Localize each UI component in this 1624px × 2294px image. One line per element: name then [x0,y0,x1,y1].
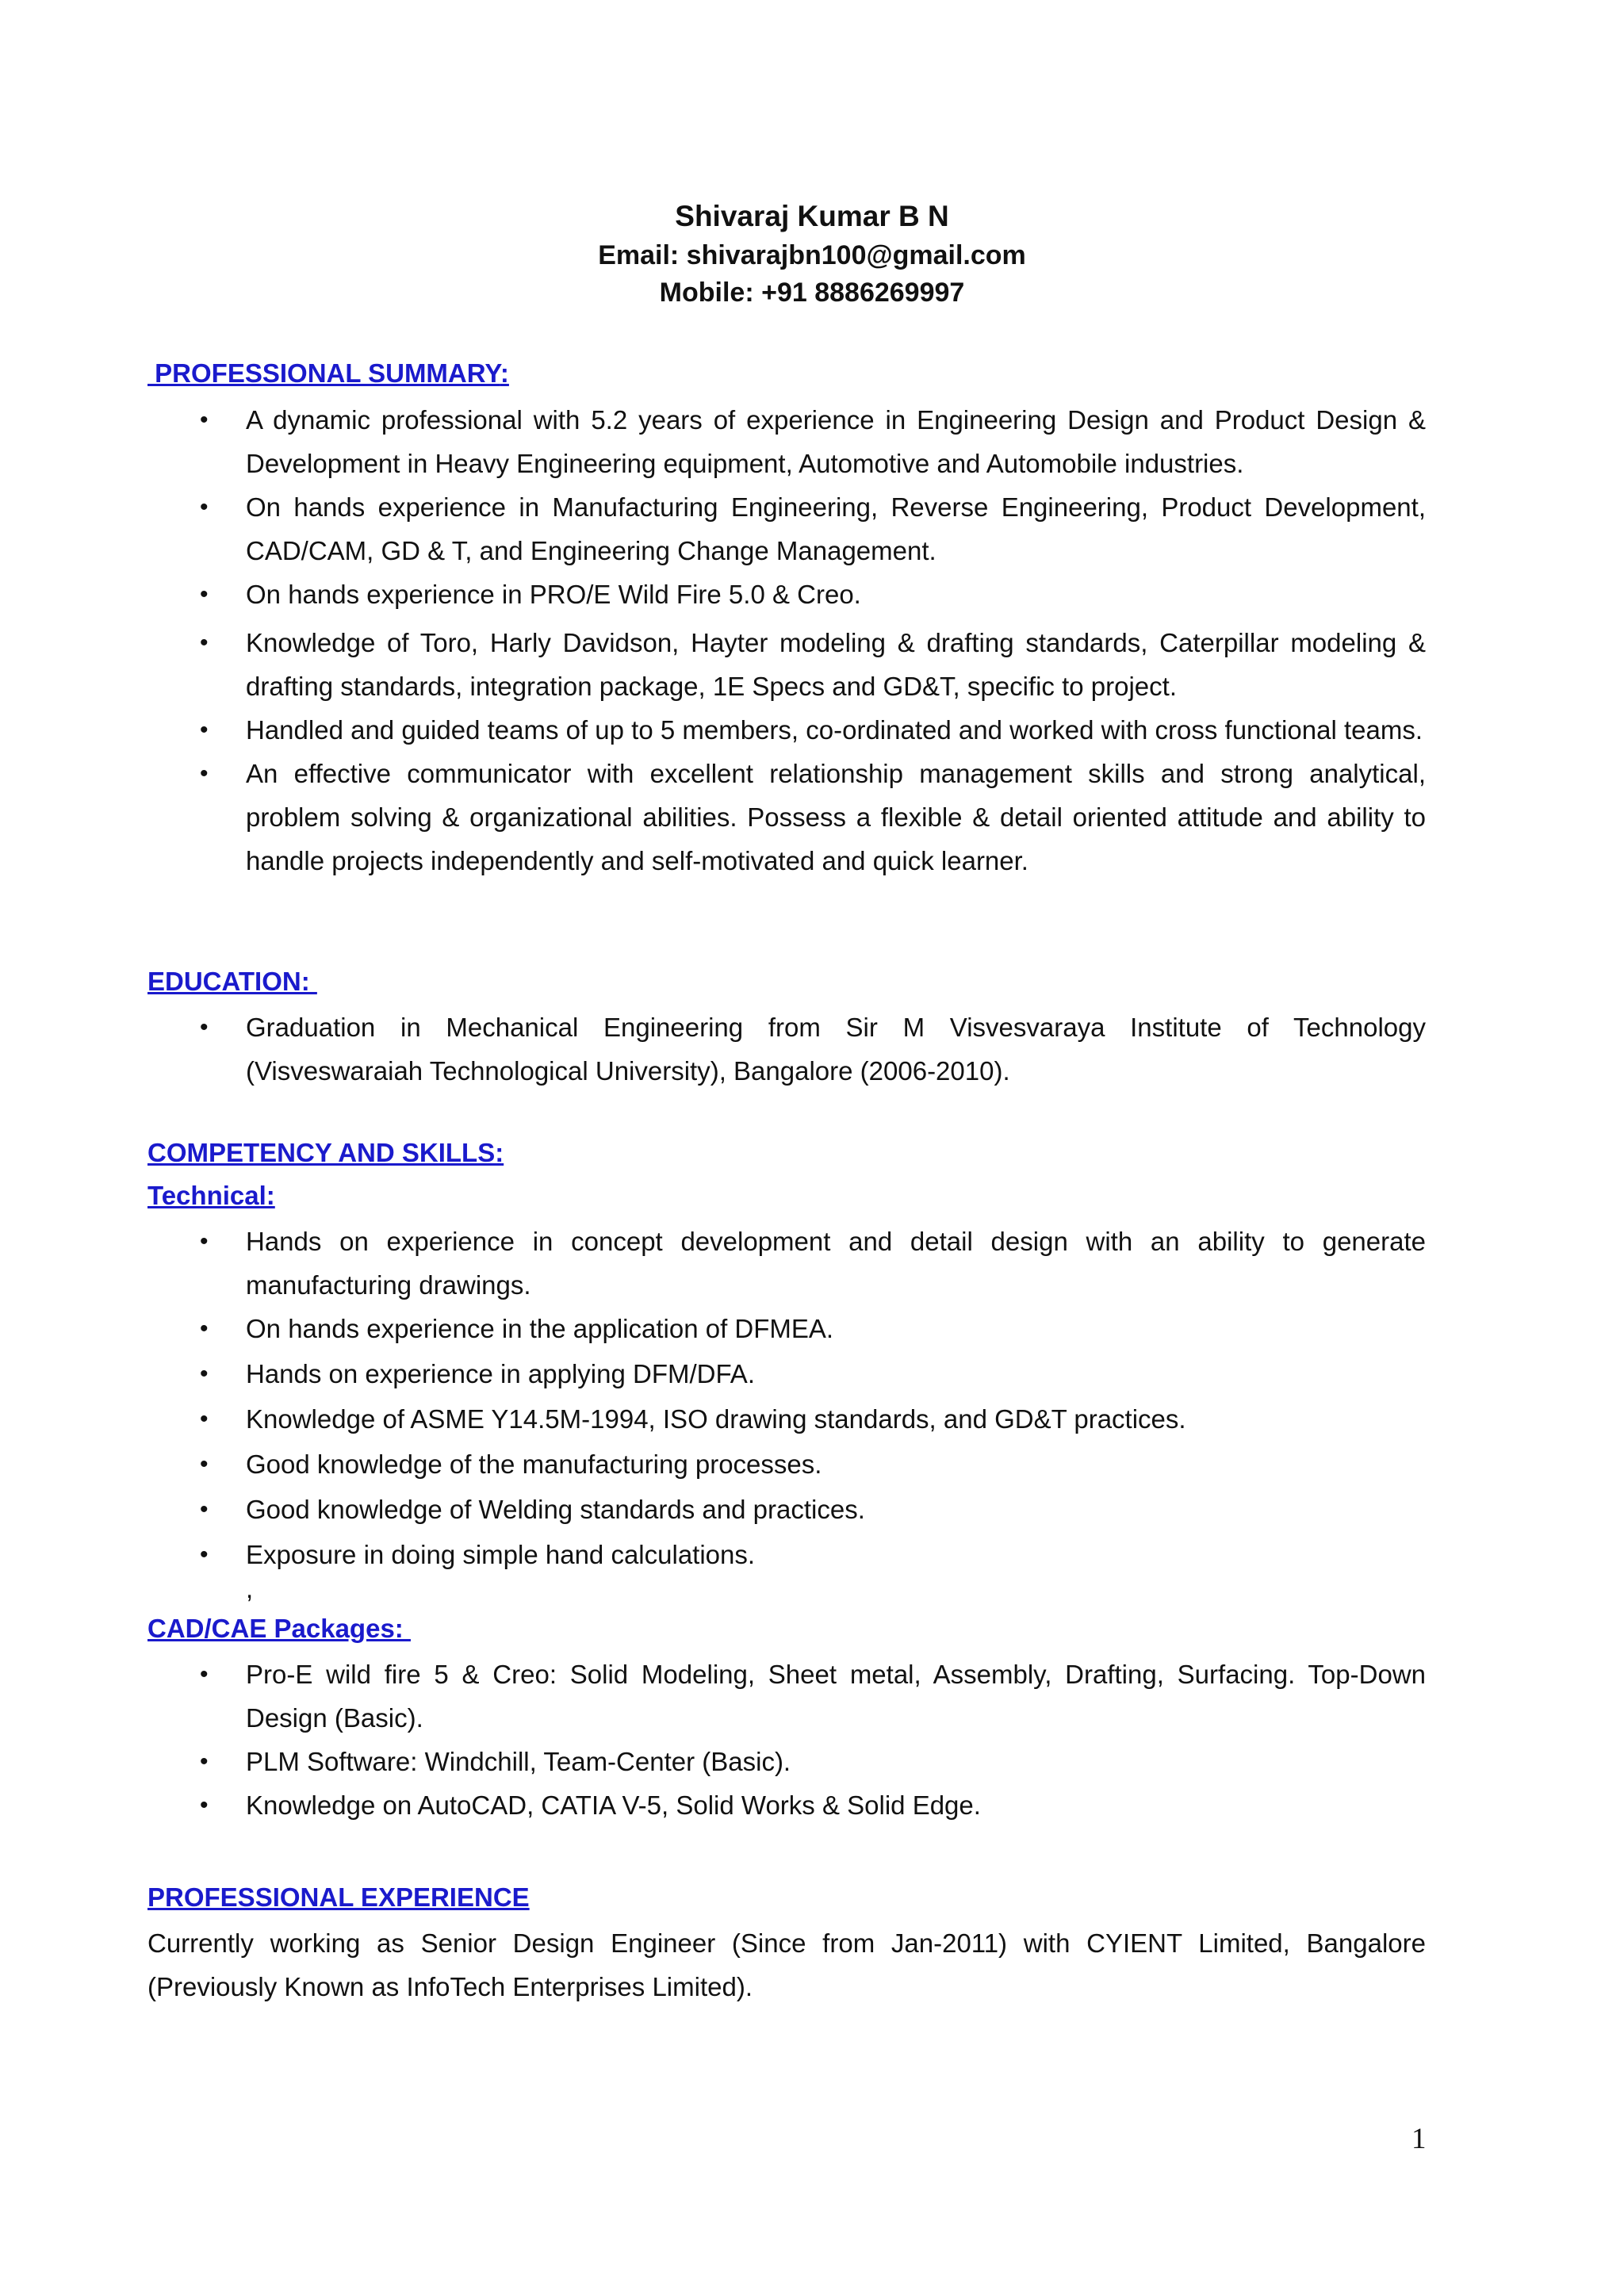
experience-heading: PROFESSIONAL EXPERIENCE [147,1882,530,1912]
bullet-icon: • [200,1451,209,1477]
list-item-text: Graduation in Mechanical Engineering from Sir M Visvesvaraya Institute of Technology (Visveswaraiah Technological University), Bangalore (2006-2010). [246,1013,1426,1086]
list-item-text: On hands experience in PRO/E Wild Fire 5.0 & Creo. [246,580,861,609]
bullet-icon: • [200,1661,209,1687]
list-item [0,1783,1624,1827]
list-item-text: Exposure in doing simple hand calculations. [246,1540,756,1569]
bullet-icon: • [200,760,209,787]
list-item-text: Pro-E wild fire 5 & Creo: Solid Modeling, Sheet metal, Assembly, Drafting, Surfacing. Top-Down Design (Basic). [246,1660,1426,1733]
list-item-text: Hands on experience in concept development and detail design with an ability to generate manufacturing drawings. [246,1227,1426,1300]
experience-text: Currently working as Senior Design Engineer (Since from Jan-2011) with CYIENT Limited, Bangalore (Previously Known as InfoTech Enterprises Limited). [147,1928,1426,2001]
bullet-icon: • [200,1014,209,1040]
email-line: Email: shivarajbn100@gmail.com [598,240,1026,270]
list-item-text: A dynamic professional with 5.2 years of experience in Engineering Design and Product Design & Development in Heavy Engineering equipment, Automotive and Automobile industries. [246,405,1426,478]
competency-heading: COMPETENCY AND SKILLS: [147,1138,504,1167]
education-heading: EDUCATION: [147,967,317,996]
summary-heading-colon: : [500,358,509,388]
technical-subheading: Technical: [147,1181,275,1210]
cad-list [0,1653,1624,1827]
bullet-icon: • [200,1228,209,1254]
bullet-icon: • [200,1361,209,1387]
list-item [0,752,1624,883]
list-item [0,1220,1624,1307]
list-item-text: Knowledge of Toro, Harly Davidson, Hayter modeling & drafting standards, Caterpillar modeling & drafting standards, integration package, 1E Specs and GD&T, specific to project. [246,628,1426,701]
page-number: 1 [1411,2123,1427,2155]
list-item [0,1352,1624,1396]
cad-heading: CAD/CAE Packages: [147,1614,411,1643]
list-item [0,708,1624,752]
list-item [0,573,1624,616]
list-item [0,1442,1624,1486]
list-item-text: Knowledge of ASME Y14.5M-1994, ISO drawing standards, and GD&T practices. [246,1404,1186,1434]
list-item-text: On hands experience in the application of DFMEA. [246,1314,834,1343]
list-item-text: Knowledge on AutoCAD, CATIA V-5, Solid Works & Solid Edge. [246,1790,981,1820]
list-item-text: Handled and guided teams of up to 5 members, co-ordinated and worked with cross functional teams. [246,715,1423,745]
bullet-icon: • [200,1748,209,1775]
summary-heading [147,358,509,389]
list-item-text: On hands experience in Manufacturing Engineering, Reverse Engineering, Product Development, CAD/CAM, GD & T, and Engineering Change Management. [246,492,1426,565]
list-item-text: Good knowledge of the manufacturing processes. [246,1450,822,1479]
list-item [0,1488,1624,1531]
bullet-icon: • [200,494,209,520]
bullet-icon: • [200,1541,209,1568]
list-item-text: PLM Software: Windchill, Team-Center (Basic). [246,1747,791,1776]
list-item [0,1307,1624,1350]
bullet-icon: • [200,1496,209,1522]
list-item [0,1653,1624,1740]
technical-list [0,1220,1624,1576]
mobile-line: Mobile: +91 8886269997 [659,278,965,308]
list-item [0,1005,1624,1093]
summary-heading-text: PROFESSIONAL SUMMARY [147,358,500,388]
list-item [0,621,1624,708]
bullet-icon: • [200,1792,209,1818]
list-item [0,1397,1624,1441]
bullet-icon: • [200,1316,209,1342]
education-list [0,1005,1624,1093]
bullet-icon: • [200,630,209,656]
list-item [0,1533,1624,1576]
candidate-name: Shivaraj Kumar B N [675,200,949,232]
list-item [0,1740,1624,1783]
list-item-text: Good knowledge of Welding standards and practices. [246,1495,865,1524]
bullet-icon: • [200,1406,209,1432]
bullet-icon: • [200,581,209,607]
list-item-text: An effective communicator with excellent relationship management skills and strong analytical, problem solving & organizational abilities. Possess a flexible & detail oriented attitude and ability to handle projects independently and self-motivated and quick learner. [246,759,1426,875]
list-item [0,485,1624,573]
summary-list [0,398,1624,883]
list-item-text: Hands on experience in applying DFM/DFA. [246,1359,755,1388]
stray-comma: , [246,1574,254,1603]
list-item [0,398,1624,485]
bullet-icon: • [200,717,209,743]
bullet-icon: • [200,407,209,433]
